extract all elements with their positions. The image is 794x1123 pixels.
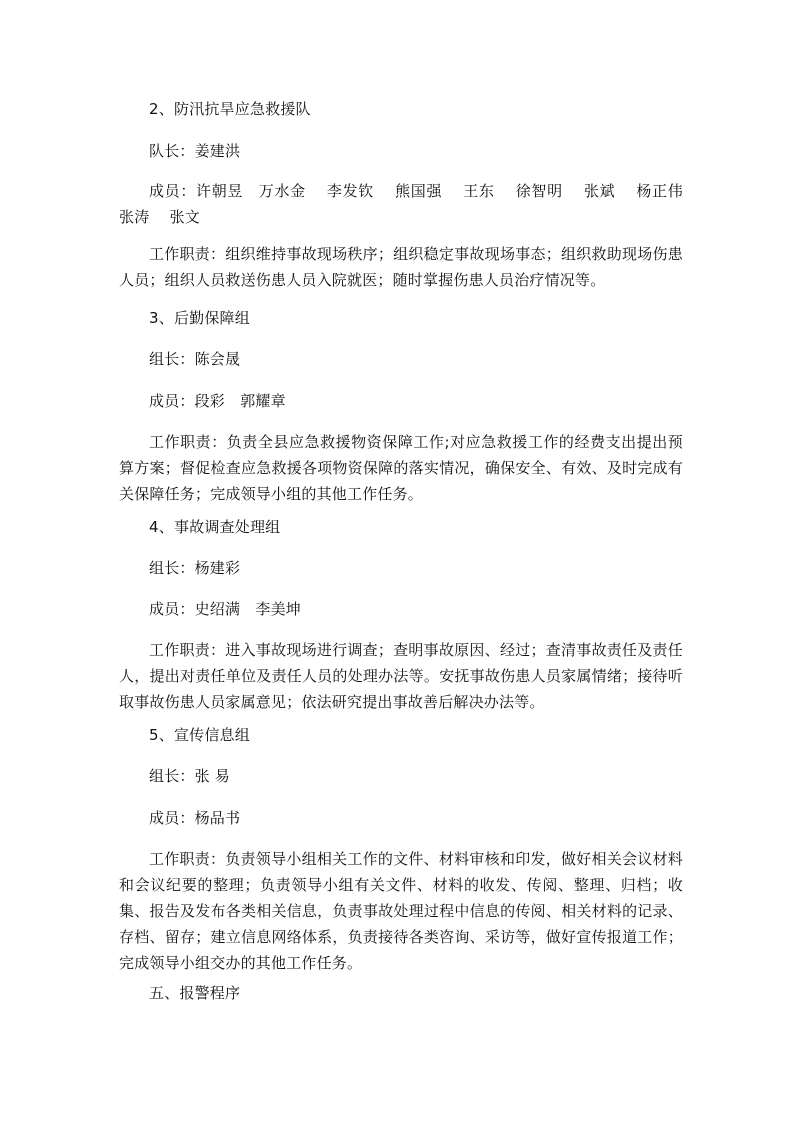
rescue-team-duties: 工作职责：组织维持事故现场秩序；组织稳定事故现场事态；组织救助现场伤患人员；组织人员救送伤患人员入院就医；随时掌握伤患人员治疗情况等。 bbox=[119, 245, 683, 289]
investigation-duties: 工作职责：进入事故现场进行调查；查明事故原因、经过；查清事故责任及责任人，提出对责任单位及责任人员的处理办法等。安抚事故伤患人员家属情绪；接待听取事故伤患人员家属意见；依法研究提出事故善后解决办法等。 bbox=[119, 641, 683, 711]
rescue-team-leader: 队长：姜建洪 bbox=[149, 142, 241, 160]
section-heading-alarm-procedure: 五、报警程序 bbox=[149, 984, 241, 1002]
section-heading-investigation: 4、事故调查处理组 bbox=[149, 518, 281, 536]
publicity-duties: 工作职责：负责领导小组相关工作的文件、材料审核和印发，做好相关会议材料和会议纪要的整理；负责领导小组有关文件、材料的收发、传阅、整理、归档；收集、报告及发布各类相关信息，负责事故处理过程中信息的传阅、相关材料的记录、存档、留存；建立信息网络体系，负责接待各类咨询、采访等，做好宣传报道工作；完成领导小组交办的其他工作任务。 bbox=[119, 850, 683, 972]
logistics-leader: 组长：陈会晟 bbox=[149, 350, 241, 368]
section-heading-rescue-team: 2、防汛抗旱应急救援队 bbox=[149, 100, 311, 118]
section-heading-publicity: 5、宣传信息组 bbox=[149, 726, 250, 744]
logistics-duties: 工作职责：负责全县应急救援物资保障工作;对应急救援工作的经费支出提出预算方案；督促检查应急救援各项物资保障的落实情况，确保安全、有效、及时完成有关保障任务；完成领导小组的其他工作任务。 bbox=[119, 433, 683, 503]
section-heading-logistics: 3、后勤保障组 bbox=[149, 309, 250, 327]
logistics-members: 成员：段彩 郭耀章 bbox=[149, 392, 286, 410]
publicity-members: 成员：杨品书 bbox=[149, 809, 241, 827]
investigation-leader: 组长：杨建彩 bbox=[149, 559, 241, 577]
publicity-leader: 组长：张 易 bbox=[149, 767, 230, 785]
rescue-team-members: 成员：许朝昱 万水金 李发钦 熊国强 王东 徐智明 张斌 杨正伟 张涛 张文 bbox=[119, 182, 704, 226]
investigation-members: 成员：史绍满 李美坤 bbox=[149, 600, 302, 618]
